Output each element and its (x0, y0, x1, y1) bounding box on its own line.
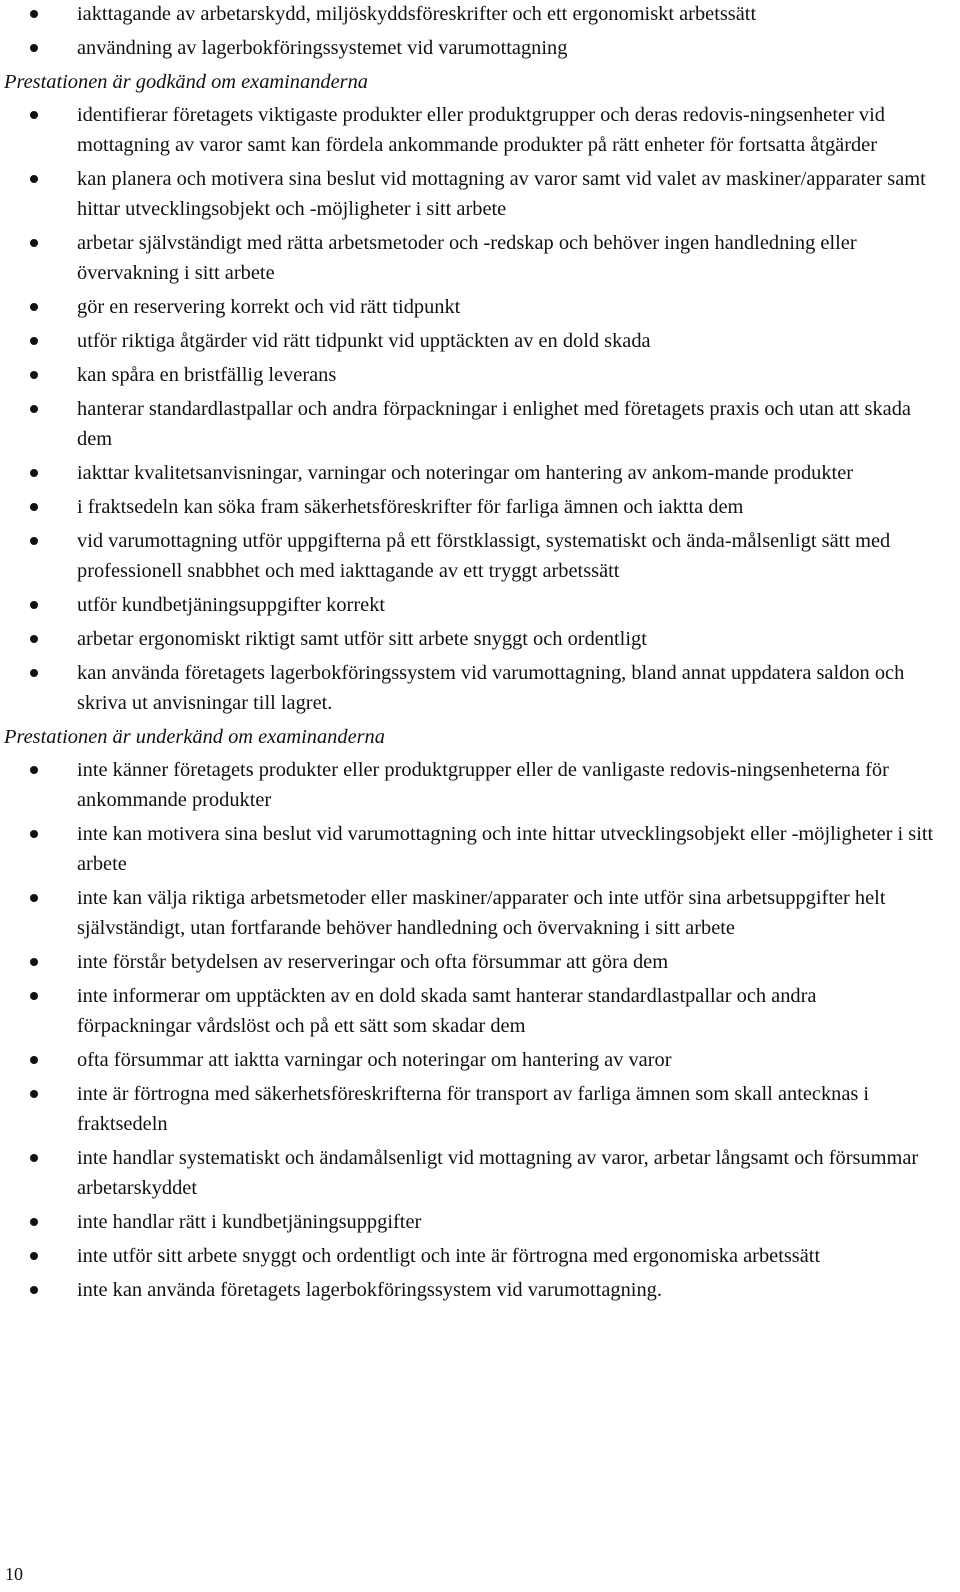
list-item (4, 590, 934, 620)
bullet-icon (30, 111, 38, 119)
list-item-text: användning av lagerbokföringssystemet vid varumottagning (77, 37, 568, 59)
bullet-icon (30, 1090, 38, 1098)
list-item (4, 1045, 934, 1075)
list-item-text: iakttagande av arbetarskydd, miljöskyddsföreskrifter och ett ergonomiskt arbetssätt (77, 3, 757, 25)
list-item-text: kan planera och motivera sina beslut vid mottagning av varor samt vid valet av maskiner/apparater samt hittar utvecklingsobjekt och -möjligheter i sitt arbete (77, 168, 926, 220)
list-item-text: inte är förtrogna med säkerhetsföreskrifterna för transport av farliga ämnen som skall antecknas i fraktsedeln (77, 1083, 870, 1135)
list-item (4, 326, 934, 356)
list-item (4, 755, 934, 815)
list-item-text: identifierar företagets viktigaste produkter eller produktgrupper och deras redovis-ningsenheter vid mottagning av varor samt kan fördela ankommande produkter på rätt enheter för fortsatta åtgärder (77, 104, 885, 156)
bullet-icon (30, 239, 38, 247)
list-item (4, 819, 934, 879)
list-item (4, 526, 934, 586)
bullet-icon (30, 469, 38, 477)
passed-list (4, 100, 934, 718)
list-item-text: kan spåra en bristfällig leverans (77, 364, 337, 386)
bullet-icon (30, 766, 38, 774)
list-item (4, 33, 934, 63)
bullet-icon (30, 1286, 38, 1294)
bullet-icon (30, 1056, 38, 1064)
list-item (4, 1241, 934, 1271)
list-item (4, 360, 934, 390)
bullet-icon (30, 537, 38, 545)
bullet-icon (30, 830, 38, 838)
failed-list (4, 755, 934, 1305)
list-item (4, 228, 934, 288)
list-item-text: inte förstår betydelsen av reserveringar och ofta försummar att göra dem (77, 951, 669, 973)
list-item-text: utför riktiga åtgärder vid rätt tidpunkt vid upptäckten av en dold skada (77, 330, 651, 352)
bullet-icon (30, 303, 38, 311)
list-item (4, 883, 934, 943)
list-item-text: arbetar självständigt med rätta arbetsmetoder och -redskap och behöver ingen handledning eller övervakning i sitt arbete (77, 232, 857, 284)
bullet-icon (30, 635, 38, 643)
list-item-text: inte kan använda företagets lagerbokföringssystem vid varumottagning. (77, 1279, 662, 1301)
bullet-icon (30, 405, 38, 413)
intro-list (4, 0, 934, 63)
bullet-icon (30, 894, 38, 902)
failed-heading: Prestationen är underkänd om examinanderna (4, 726, 385, 748)
list-item-text: inte känner företagets produkter eller produktgrupper eller de vanligaste redovis-ningsenheterna för ankommande produkter (77, 759, 889, 811)
list-item-text: inte kan välja riktiga arbetsmetoder eller maskiner/apparater och inte utför sina arbetsuppgifter helt självständigt, utan fortfarande behöver handledning och övervakning i sitt arbete (77, 887, 886, 939)
list-item-text: inte kan motivera sina beslut vid varumottagning och inte hittar utvecklingsobjekt eller -möjligheter i sitt arbete (77, 823, 934, 875)
passed-heading: Prestationen är godkänd om examinanderna (4, 71, 368, 93)
list-item (4, 100, 934, 160)
bullet-icon (30, 337, 38, 345)
list-item (4, 624, 934, 654)
bullet-icon (30, 175, 38, 183)
list-item-text: i fraktsedeln kan söka fram säkerhetsföreskrifter för farliga ämnen och iaktta dem (77, 496, 744, 518)
bullet-icon (30, 371, 38, 379)
list-item (4, 164, 934, 224)
list-item-text: inte handlar rätt i kundbetjäningsuppgifter (77, 1211, 422, 1233)
bullet-icon (30, 958, 38, 966)
bullet-icon (30, 10, 38, 18)
list-item (4, 492, 934, 522)
bullet-icon (30, 1218, 38, 1226)
list-item (4, 981, 934, 1041)
list-item (4, 292, 934, 322)
list-item-text: inte informerar om upptäckten av en dold skada samt hanterar standardlastpallar och andra förpackningar vårdslöst och på ett sätt som skadar dem (77, 985, 817, 1037)
bullet-icon (30, 1154, 38, 1162)
list-item (4, 1207, 934, 1237)
list-item-text: gör en reservering korrekt och vid rätt tidpunkt (77, 296, 461, 318)
page-number: 10 (5, 1564, 23, 1584)
list-item (4, 1275, 934, 1305)
list-item (4, 458, 934, 488)
bullet-icon (30, 669, 38, 677)
list-item-text: ofta försummar att iaktta varningar och noteringar om hantering av varor (77, 1049, 672, 1071)
list-item (4, 1143, 934, 1203)
list-item-text: vid varumottagning utför uppgifterna på ett förstklassigt, systematiskt och ända-målsenligt sätt med professionell snabbhet och med iakttagande av ett tryggt arbetssätt (77, 530, 891, 582)
list-item-text: inte handlar systematiskt och ändamålsenligt vid mottagning av varor, arbetar långsamt och försummar arbetarskyddet (77, 1147, 919, 1199)
document-body (4, 0, 934, 1309)
bullet-icon (30, 44, 38, 52)
list-item (4, 394, 934, 454)
bullet-icon (30, 503, 38, 511)
bullet-icon (30, 601, 38, 609)
list-item-text: kan använda företagets lagerbokföringssystem vid varumottagning, bland annat uppdatera saldon och skriva ut anvisningar till lagret. (77, 662, 905, 714)
list-item-text: hanterar standardlastpallar och andra förpackningar i enlighet med företagets praxis och utan att skada dem (77, 398, 911, 450)
list-item (4, 1079, 934, 1139)
list-item-text: iakttar kvalitetsanvisningar, varningar och noteringar om hantering av ankom-mande produkter (77, 462, 854, 484)
list-item (4, 0, 934, 29)
list-item (4, 947, 934, 977)
list-item-text: inte utför sitt arbete snyggt och ordentligt och inte är förtrogna med ergonomiska arbetssätt (77, 1245, 821, 1267)
list-item-text: arbetar ergonomiskt riktigt samt utför sitt arbete snyggt och ordentligt (77, 628, 647, 650)
list-item-text: utför kundbetjäningsuppgifter korrekt (77, 594, 386, 616)
list-item (4, 658, 934, 718)
bullet-icon (30, 992, 38, 1000)
bullet-icon (30, 1252, 38, 1260)
